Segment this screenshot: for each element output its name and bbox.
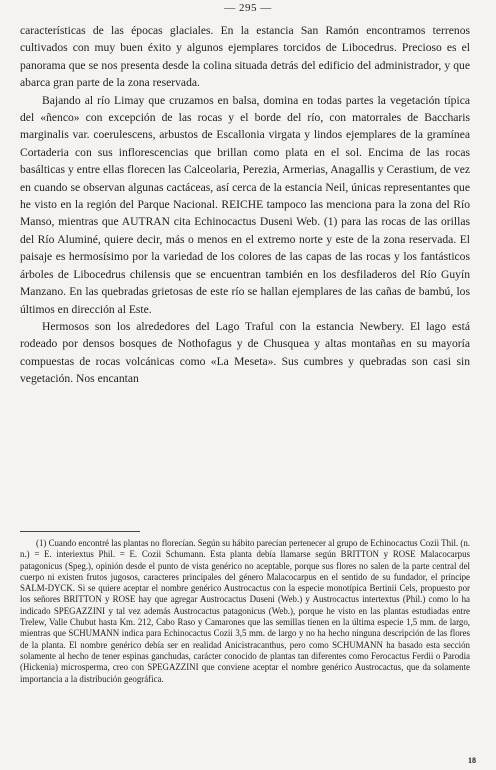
footnote: (1) Cuando encontré las plantas no florecían. Según su hábito parecían pertenecer al grupo de Echinocactus Cozii Thil. (n. n.) = E. interiextus Phil. = E. Cozii Schumann. Esta planta debía llamarse según BRITTON y ROSE Malacocarpus patagonicus (Speg.), opinión desde el punto de vista genérico no aceptable, porque sus flores no salen de la parte central del cuerpo ni existen frutos jugosos, caracteres principales del género Malacocarpus en el sentido de su fundador, el príncipe SALM-DYCK. Si se quiere aceptar el nombre genérico Austrocactus con la especie monotípica Bertinii Cels, propuesto por los señores BRITTON y ROSE hay que agregar Austrocactus Duseni (Web.) y Austrocactus intertextus (Phil.) como lo ha indicado SPEGAZZINI y tal vez además Austrocactus patagonicus (Web.), porque he visto en las plantas estudiadas entre Trelew, Valle Chubut hasta Km. 212, Cabo Raso y Camarones que las semillas tienen en la última especie 1,5 mm. de largo, mientras que SCHUMANN indica para Echinocactus Cozii 3,5 mm. de largo y no ha hecho ninguna descripción de las flores de la planta. El nombre genérico debía ser en realidad Anicistracanthus, pero como SCHUMANN ha basado esta sección solamente al hecho de tener espinas ganchudas, carácter conocido de plantas tan diferentes como Ferocactus Ferdii o Parodia (Hickenia) microsperma, creo con SPEGAZZINI que conviene aceptar el nombre genérico Austrocactus, que da solamente importancia a la distribución geográfica.	[20, 538, 470, 684]
page-number: — 295 —	[224, 2, 272, 14]
paragraph-1: características de las épocas glaciales. En la estancia San Ramón encontramos terrenos cultivados con muy buen éxito y algunos ejemplares torcidos de Libocedrus. Precioso es el panorama que se nos presenta desde la colina situada detrás del edificio del administrador, y que abarca gran parte de la zona reservada.	[20, 24, 470, 90]
paragraph-3: Hermosos son los alrededores del Lago Traful con la estancia Newbery. El lago está rodeado por densos bosques de Nothofagus y de Chusquea y altas montañas en su mayoría compuestas de rocas volcánicas como «La Meseta». Sus cumbres y quebradas son casi sin vegetación. Nos encantan	[20, 319, 470, 386]
footnote-rule	[20, 531, 140, 532]
signature-mark: 18	[468, 756, 476, 765]
body-text	[20, 22, 470, 388]
paragraph-2: Bajando al río Limay que cruzamos en balsa, domina en todas partes la vegetación típica del «ñenco» con excepción de las rocas y el borde del río, con matorrales de Baccharis marginalis var. coerulescens, arbustos de Escallonia virgata y lindos ejemplares de la gramínea Cortaderia con sus inflorescencias que brillan como plata en el sol. Encima de las rocas basálticas y entre ellas florecen las Calceolaria, Perezia, Armerias, Anagallis y Cerastium, de vez en cuando se observan algunas cactáceas, así cerca de la estancia Neil, únicas representantes que he visto en la región del Parque Nacional. REICHE tampoco las menciona para la zona del Río Manso, mientras que AUTRAN cita Echinocactus Duseni Web. (1) para las rocas de las orillas del Río Aluminé, quiere decir, más o menos en el extremo norte y este de la zona reservada. El paisaje es hermosísimo por la variedad de los colores de las capas de las rocas y los fantásticos árboles de Libocedrus chilensis que se encuentran también en los desfiladeros del Río Guyín Manzano. En las quebradas grietosas de este río se hallan ejemplares de las cañas de bambú, los últimos en dirección al Este.	[20, 93, 470, 316]
